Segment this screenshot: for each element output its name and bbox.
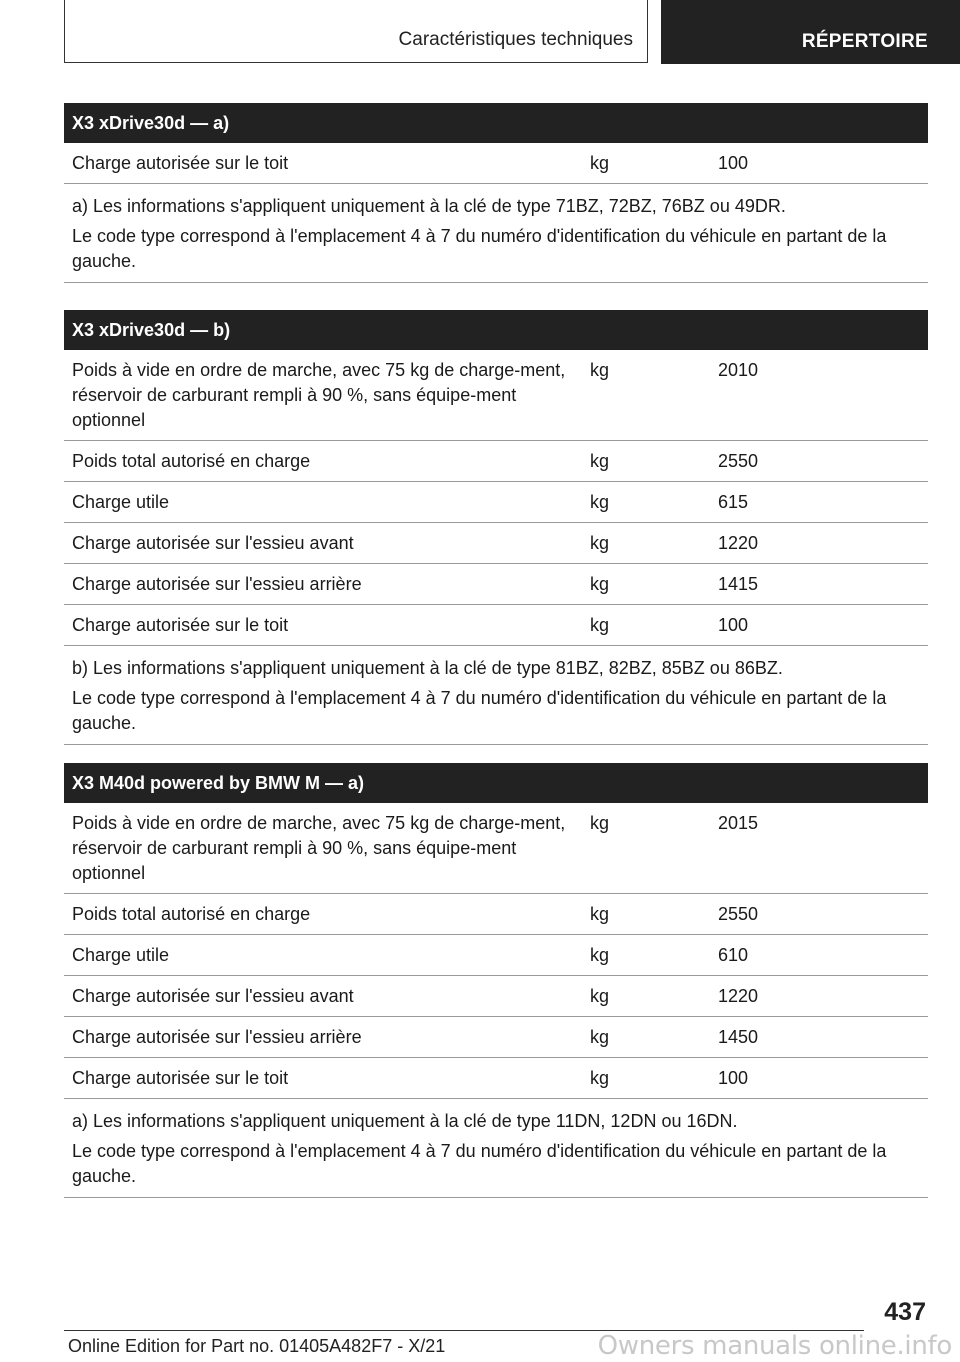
row-label: Poids à vide en ordre de marche, avec 75 kg de charge-ment, réservoir de carburant rempli à 90 %, sans équipe-ment optionnel	[72, 813, 566, 883]
table-row	[64, 441, 928, 482]
row-label: Charge autorisée sur l'essieu avant	[72, 533, 354, 553]
note-footnote: a) Les informations s'appliquent uniquement à la clé de type 11DN, 12DN ou 16DN.	[72, 1111, 738, 1131]
note-footnote: b) Les informations s'appliquent uniquement à la clé de type 81BZ, 82BZ, 85BZ ou 86BZ.	[72, 658, 783, 678]
row-unit: kg	[590, 574, 610, 594]
header-tab-repertoire[interactable]	[661, 0, 960, 64]
note-footnote: a) Les informations s'appliquent uniquement à la clé de type 71BZ, 72BZ, 76BZ ou 49DR.	[72, 196, 786, 216]
section-notes	[64, 646, 928, 745]
spec-section-m40d-a	[64, 763, 928, 1198]
row-value: 100	[718, 615, 749, 635]
row-value: 2010	[718, 360, 759, 380]
spec-section-xdrive30d-a	[64, 103, 928, 283]
row-label: Poids à vide en ordre de marche, avec 75 kg de charge-ment, réservoir de carburant rempli à 90 %, sans équipe-ment optionnel	[72, 360, 566, 430]
row-label: Charge autorisée sur l'essieu arrière	[72, 574, 362, 594]
table-row	[64, 143, 928, 184]
row-value: 2550	[718, 904, 759, 924]
row-unit: kg	[590, 813, 610, 833]
row-unit: kg	[590, 945, 610, 965]
row-value: 2550	[718, 451, 759, 471]
table-row	[64, 350, 928, 441]
row-label: Charge autorisée sur le toit	[72, 615, 289, 635]
section-title: X3 xDrive30d — b)	[64, 310, 928, 350]
header-section-title-text: Caractéristiques techniques	[398, 29, 633, 50]
row-value: 1220	[718, 533, 759, 553]
row-value: 1450	[718, 1027, 759, 1047]
watermark-logo: Owners manuals online.info	[597, 1331, 952, 1361]
table-row	[64, 605, 928, 646]
table-row	[64, 894, 928, 935]
spec-section-xdrive30d-b	[64, 310, 928, 745]
row-label: Charge autorisée sur le toit	[72, 1068, 289, 1088]
row-unit: kg	[590, 533, 610, 553]
row-label: Charge autorisée sur l'essieu arrière	[72, 1027, 362, 1047]
table-row	[64, 1017, 928, 1058]
note-type-code: Le code type correspond à l'emplacement 4 à 7 du numéro d'identification du véhicule en partant de la gauche.	[72, 688, 887, 733]
row-label: Poids total autorisé en charge	[72, 451, 311, 471]
row-value: 100	[718, 1068, 749, 1088]
row-unit: kg	[590, 1027, 610, 1047]
footer-edition-text: Online Edition for Part no. 01405A482F7 - X/21	[68, 1336, 446, 1356]
row-label: Charge utile	[72, 492, 170, 512]
row-value: 1220	[718, 986, 759, 1006]
row-label: Charge utile	[72, 945, 170, 965]
row-unit: kg	[590, 1068, 610, 1088]
row-value: 610	[718, 945, 749, 965]
table-row	[64, 564, 928, 605]
table-row	[64, 935, 928, 976]
table-row	[64, 976, 928, 1017]
row-unit: kg	[590, 904, 610, 924]
row-unit: kg	[590, 153, 610, 173]
row-unit: kg	[590, 986, 610, 1006]
row-unit: kg	[590, 360, 610, 380]
header-tab-label: RÉPERTOIRE	[801, 31, 928, 52]
note-type-code: Le code type correspond à l'emplacement 4 à 7 du numéro d'identification du véhicule en partant de la gauche.	[72, 226, 887, 271]
section-title: X3 M40d powered by BMW M — a)	[64, 763, 928, 803]
row-unit: kg	[590, 451, 610, 471]
row-label: Charge autorisée sur le toit	[72, 153, 289, 173]
row-value: 2015	[718, 813, 759, 833]
table-row	[64, 523, 928, 564]
table-row	[64, 1058, 928, 1099]
table-row	[64, 803, 928, 894]
row-label: Charge autorisée sur l'essieu avant	[72, 986, 354, 1006]
section-notes	[64, 184, 928, 283]
page-number: 437	[884, 1298, 926, 1326]
section-title: X3 xDrive30d — a)	[64, 103, 928, 143]
row-value: 1415	[718, 574, 759, 594]
row-value: 100	[718, 153, 749, 173]
note-type-code: Le code type correspond à l'emplacement 4 à 7 du numéro d'identification du véhicule en partant de la gauche.	[72, 1141, 887, 1186]
header-section-title	[64, 0, 648, 63]
row-value: 615	[718, 492, 749, 512]
row-label: Poids total autorisé en charge	[72, 904, 311, 924]
table-row	[64, 482, 928, 523]
row-unit: kg	[590, 615, 610, 635]
row-unit: kg	[590, 492, 610, 512]
section-notes	[64, 1099, 928, 1198]
